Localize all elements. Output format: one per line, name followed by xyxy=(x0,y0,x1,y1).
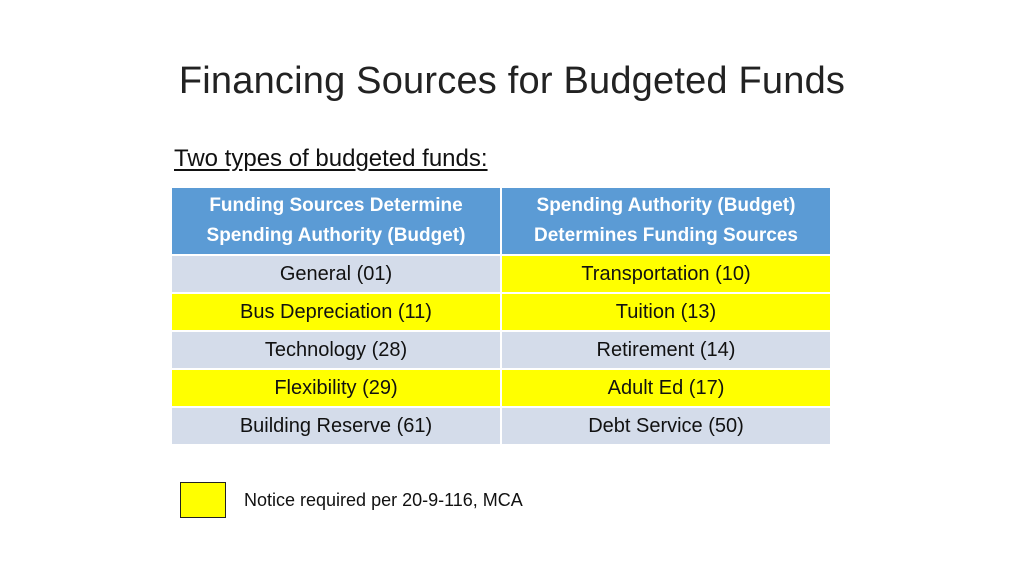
budgeted-funds-table xyxy=(170,186,832,446)
table-subtitle: Two types of budgeted funds: xyxy=(174,145,488,172)
header-funding-determines-spending xyxy=(171,187,501,255)
table-cell: Building Reserve (61) xyxy=(171,407,501,445)
page-title: Financing Sources for Budgeted Funds xyxy=(178,60,846,102)
table-cell: Debt Service (50) xyxy=(501,407,831,445)
table-cell: Transportation (10) xyxy=(501,255,831,293)
table-cell: Bus Depreciation (11) xyxy=(171,293,501,331)
table-cell: Technology (28) xyxy=(171,331,501,369)
table-cell: General (01) xyxy=(171,255,501,293)
table-cell: Flexibility (29) xyxy=(171,369,501,407)
header-spending-determines-funding xyxy=(501,187,831,255)
notice-legend-swatch xyxy=(180,482,226,518)
header-line: Determines Funding Sources xyxy=(534,225,798,246)
table-cell: Retirement (14) xyxy=(501,331,831,369)
notice-legend-label: Notice required per 20-9-116, MCA xyxy=(244,490,523,510)
table-cell: Tuition (13) xyxy=(501,293,831,331)
table-row xyxy=(171,331,831,369)
table-row xyxy=(171,407,831,445)
table-row xyxy=(171,293,831,331)
header-line: Funding Sources Determine xyxy=(209,195,463,216)
header-line: Spending Authority (Budget) xyxy=(536,195,796,216)
table-header-row xyxy=(171,187,831,255)
table-cell: Adult Ed (17) xyxy=(501,369,831,407)
table-row xyxy=(171,369,831,407)
header-line: Spending Authority (Budget) xyxy=(206,225,466,246)
table-row xyxy=(171,255,831,293)
